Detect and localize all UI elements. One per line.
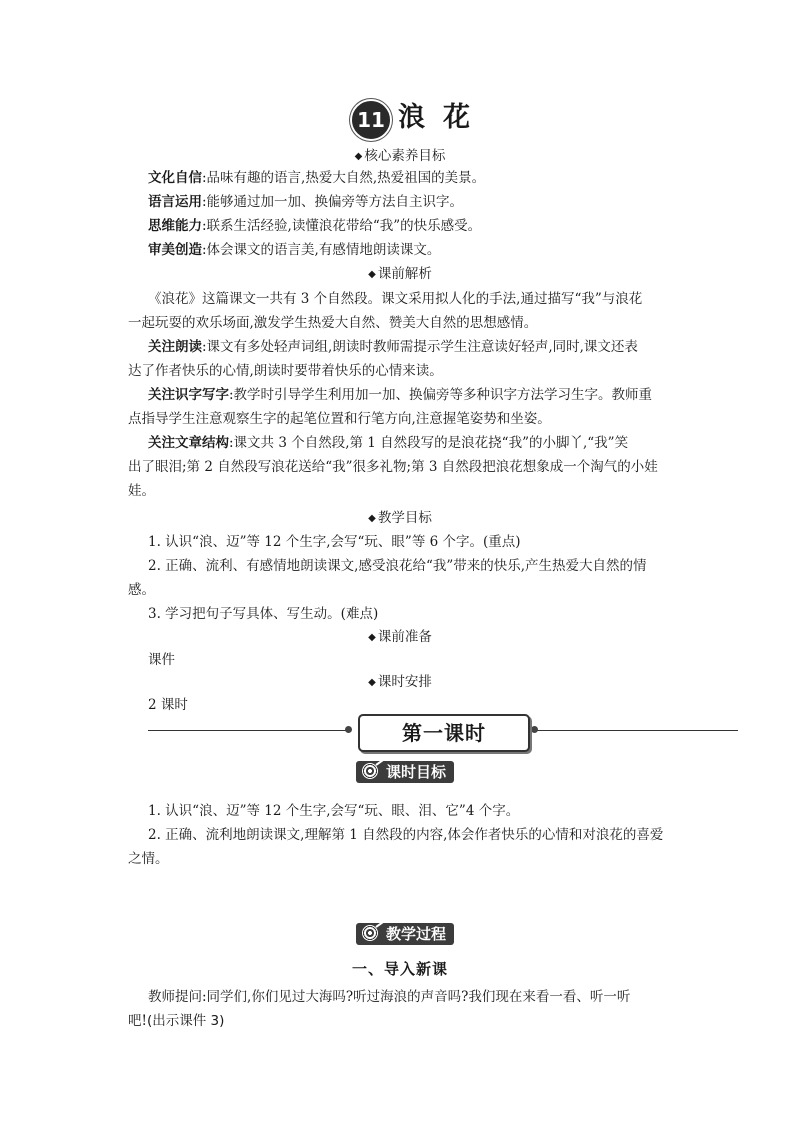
core-goals-heading: ◆ 核心素养目标 — [354, 148, 446, 164]
target-icon — [362, 925, 378, 941]
teaching-goals-heading: ◆ 教学目标 — [368, 510, 432, 526]
analysis-structure-line2: 出了眼泪;第 2 自然段写浪花送给“我”很多礼物;第 3 自然段把浪花想象成一个淘气的小娃 — [128, 459, 658, 475]
preparation-text: 课件 — [148, 652, 175, 668]
diamond-icon: ◆ — [368, 632, 376, 643]
lesson-goal-2-line1: 2. 正确、流利地朗读课文,理解第 1 自然段的内容,体会作者快乐的心情和对浪花的喜爱 — [148, 827, 664, 843]
section-title-intro: 一、导入新课 — [351, 960, 448, 978]
lesson-number-badge: 11 — [352, 101, 390, 139]
lesson-goal-1: 1. 认识“浪、迈”等 12 个生字,会写“玩、眼、泪、它”4 个字。 — [148, 803, 520, 819]
page-title: 浪花 — [398, 102, 488, 133]
divider-dot-left — [345, 726, 352, 733]
core-goal-culture: 文化自信:品味有趣的语言,热爱大自然,热爱祖国的美景。 — [148, 170, 486, 186]
target-icon — [362, 763, 378, 779]
process-line2: 吧!(出示课件 3) — [128, 1013, 225, 1029]
teaching-goal-1: 1. 认识“浪、迈”等 12 个生字,会写“玩、眼”等 6 个字。(重点) — [148, 534, 521, 550]
diamond-icon: ◆ — [368, 269, 376, 280]
core-goal-thinking: 思维能力:联系生活经验,读懂浪花带给“我”的快乐感受。 — [148, 218, 482, 234]
teaching-process-badge: 教学过程 — [356, 923, 454, 945]
diamond-icon: ◆ — [354, 151, 363, 162]
analysis-reading-line1: 关注朗读:课文有多处轻声词组,朗读时教师需提示学生注意读好轻声,同时,课文还表 — [148, 339, 638, 355]
core-goal-language: 语言运用:能够通过加一加、换偏旁等方法自主识字。 — [148, 194, 464, 210]
lesson-banner: 第一课时 — [358, 714, 530, 752]
schedule-text: 2 课时 — [148, 697, 188, 713]
teaching-goal-2-line1: 2. 正确、流利、有感情地朗读课文,感受浪花给“我”带来的快乐,产生热爱大自然的情 — [148, 558, 647, 574]
lesson-goal-2-line2: 之情。 — [128, 851, 169, 867]
preparation-heading: ◆ 课前准备 — [368, 629, 432, 645]
divider-right — [536, 730, 738, 731]
analysis-writing-line1: 关注识字写字:教学时引导学生利用加一加、换偏旁等多种识字方法学习生字。教师重 — [148, 387, 653, 403]
teaching-goal-3: 3. 学习把句子写具体、写生动。(难点) — [148, 606, 379, 622]
analysis-intro-line2: 一起玩耍的欢乐场面,激发学生热爱大自然、赞美大自然的思想感情。 — [128, 315, 538, 331]
analysis-intro-line1: 《浪花》这篇课文一共有 3 个自然段。课文采用拟人化的手法,通过描写“我”与浪花 — [148, 291, 643, 307]
teaching-goal-2-line2: 感。 — [128, 582, 155, 598]
pre-analysis-heading: ◆ 课前解析 — [368, 266, 432, 282]
schedule-heading: ◆ 课时安排 — [368, 674, 432, 690]
diamond-icon: ◆ — [368, 513, 376, 524]
divider-left — [148, 730, 348, 731]
analysis-structure-line1: 关注文章结构:课文共 3 个自然段,第 1 自然段写的是浪花挠“我”的小脚丫,“我”笑 — [148, 435, 629, 451]
diamond-icon: ◆ — [368, 677, 376, 688]
core-goal-aesthetic: 审美创造:体会课文的语言美,有感情地朗读课文。 — [148, 242, 441, 258]
process-line1: 教师提问:同学们,你们见过大海吗?听过海浪的声音吗?我们现在来看一看、听一听 — [148, 989, 631, 1005]
analysis-writing-line2: 点指导学生注意观察生字的起笔位置和行笔方向,注意握笔姿势和坐姿。 — [128, 411, 551, 427]
lesson-goals-badge: 课时目标 — [356, 761, 454, 783]
analysis-reading-line2: 达了作者快乐的心情,朗读时要带着快乐的心情来读。 — [128, 363, 443, 379]
analysis-structure-line3: 娃。 — [128, 483, 155, 499]
divider-dot-right — [531, 726, 538, 733]
